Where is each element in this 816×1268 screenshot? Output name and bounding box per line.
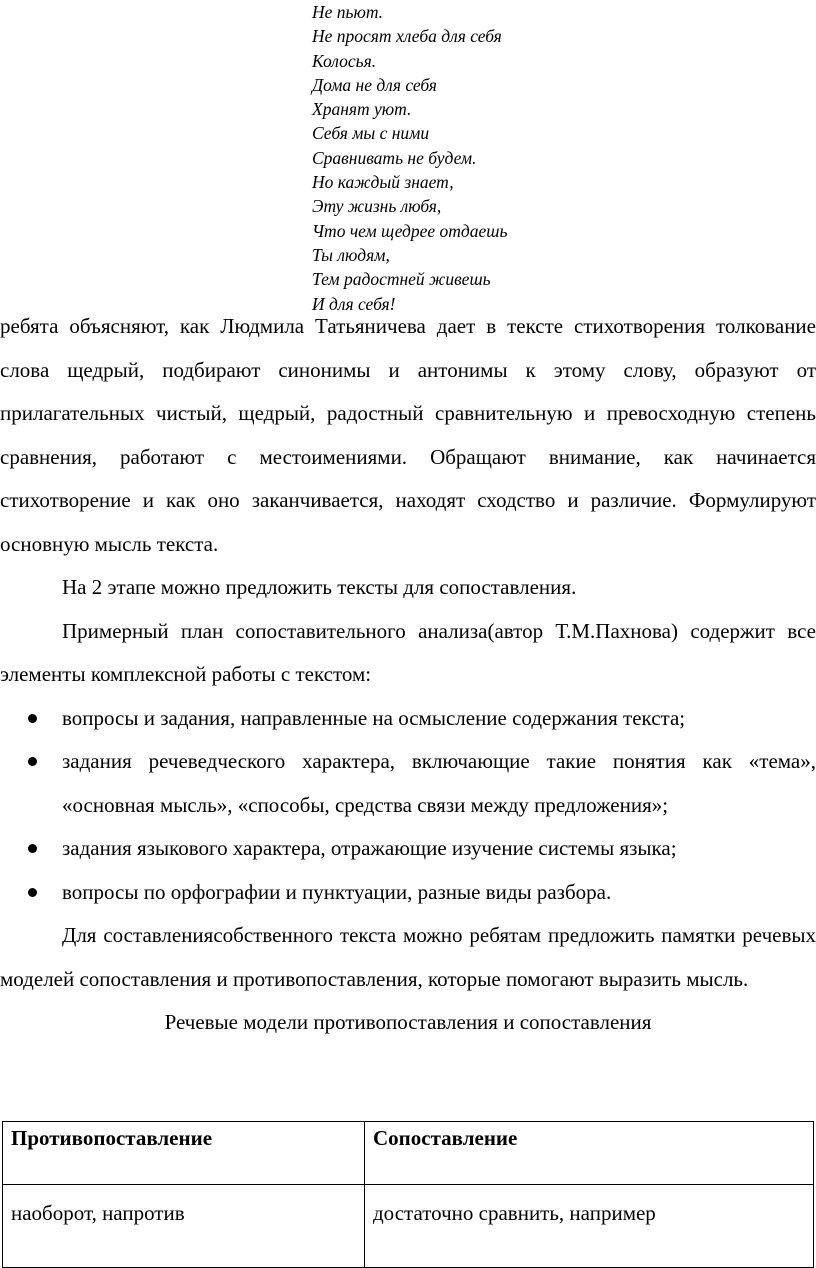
table-header-cell: Противопоставление: [3, 1122, 365, 1185]
table-header-row: [3, 1122, 814, 1185]
table-header-cell: Сопоставление: [365, 1122, 814, 1185]
bullet-icon: [28, 888, 37, 897]
paragraph-stage-two: На 2 этапе можно предложить тексты для сопоставления.: [62, 575, 577, 599]
table-cell: наоборот, напротив: [3, 1185, 365, 1268]
speech-models-table: [2, 1121, 814, 1268]
table-caption: Речевые модели противопоставления и сопоставления: [164, 1010, 652, 1034]
document-body: [0, 305, 816, 1045]
poem-line: Себя мы с ними: [312, 123, 430, 144]
bullet-icon: [28, 844, 37, 853]
bullet-icon: [28, 714, 37, 723]
poem-line: Дома не для себя: [312, 74, 437, 95]
poem: [312, 0, 507, 316]
plan-bullet-list: [0, 697, 816, 915]
list-item-text: вопросы и задания, направленные на осмысление содержания текста;: [62, 705, 686, 730]
paragraph-plan: Примерный план сопоставительного анализа(автор Т.М.Пахнова) содержит все элементы комплексной работы с текстом:: [0, 618, 816, 686]
list-item: [0, 697, 816, 741]
paragraph-own-text: Для составлениясобственного текста можно ребятам предложить памятки речевых моделей сопоставления и противопоставления, которые помогают выразить мысль.: [0, 923, 816, 991]
list-item: [0, 827, 816, 871]
bullet-icon: [28, 757, 37, 766]
table-cell: достаточно сравнить, например: [365, 1185, 814, 1268]
poem-line: Тем радостней живешь: [312, 269, 491, 290]
poem-line: Хранят уют.: [312, 99, 412, 120]
table-row: [3, 1185, 814, 1268]
poem-line: Не просят хлеба для себя: [312, 26, 502, 47]
poem-line: Что чем щедрее отдаешь: [312, 220, 508, 241]
list-item: [0, 740, 816, 827]
poem-line: Колосья.: [312, 50, 377, 71]
poem-line: Ты людям,: [312, 244, 390, 265]
poem-line: И для себя!: [312, 293, 396, 314]
list-item-text: вопросы по орфографии и пунктуации, разные виды разбора.: [62, 879, 612, 904]
list-item-text: задания языкового характера, отражающие изучение системы языка;: [62, 836, 677, 860]
paragraph-analysis: ребята объясняют, как Людмила Татьяничева дает в тексте стихотворения толкование слова щедрый, подбирают синонимы и антонимы к этому слову, образуют от прилагательных чистый, щедрый, радостный сравнительную и превосходную степень сравнения, работают с местоимениями. Обращают внимание, как начинается стихотворение и как оно заканчивается, находят сходство и различие. Формулируют основную мысль текста.: [0, 314, 816, 556]
poem-line: Но каждый знает,: [312, 172, 454, 193]
list-item-text: задания речеведческого характера, включающие такие понятия как «тема», «основная мысль», «способы, средства связи между предложения»;: [62, 749, 816, 817]
poem-line: Эту жизнь любя,: [312, 196, 442, 217]
poem-line: Не пьют.: [312, 2, 384, 22]
list-item: [0, 871, 816, 915]
poem-line: Сравнивать не будем.: [312, 147, 477, 168]
